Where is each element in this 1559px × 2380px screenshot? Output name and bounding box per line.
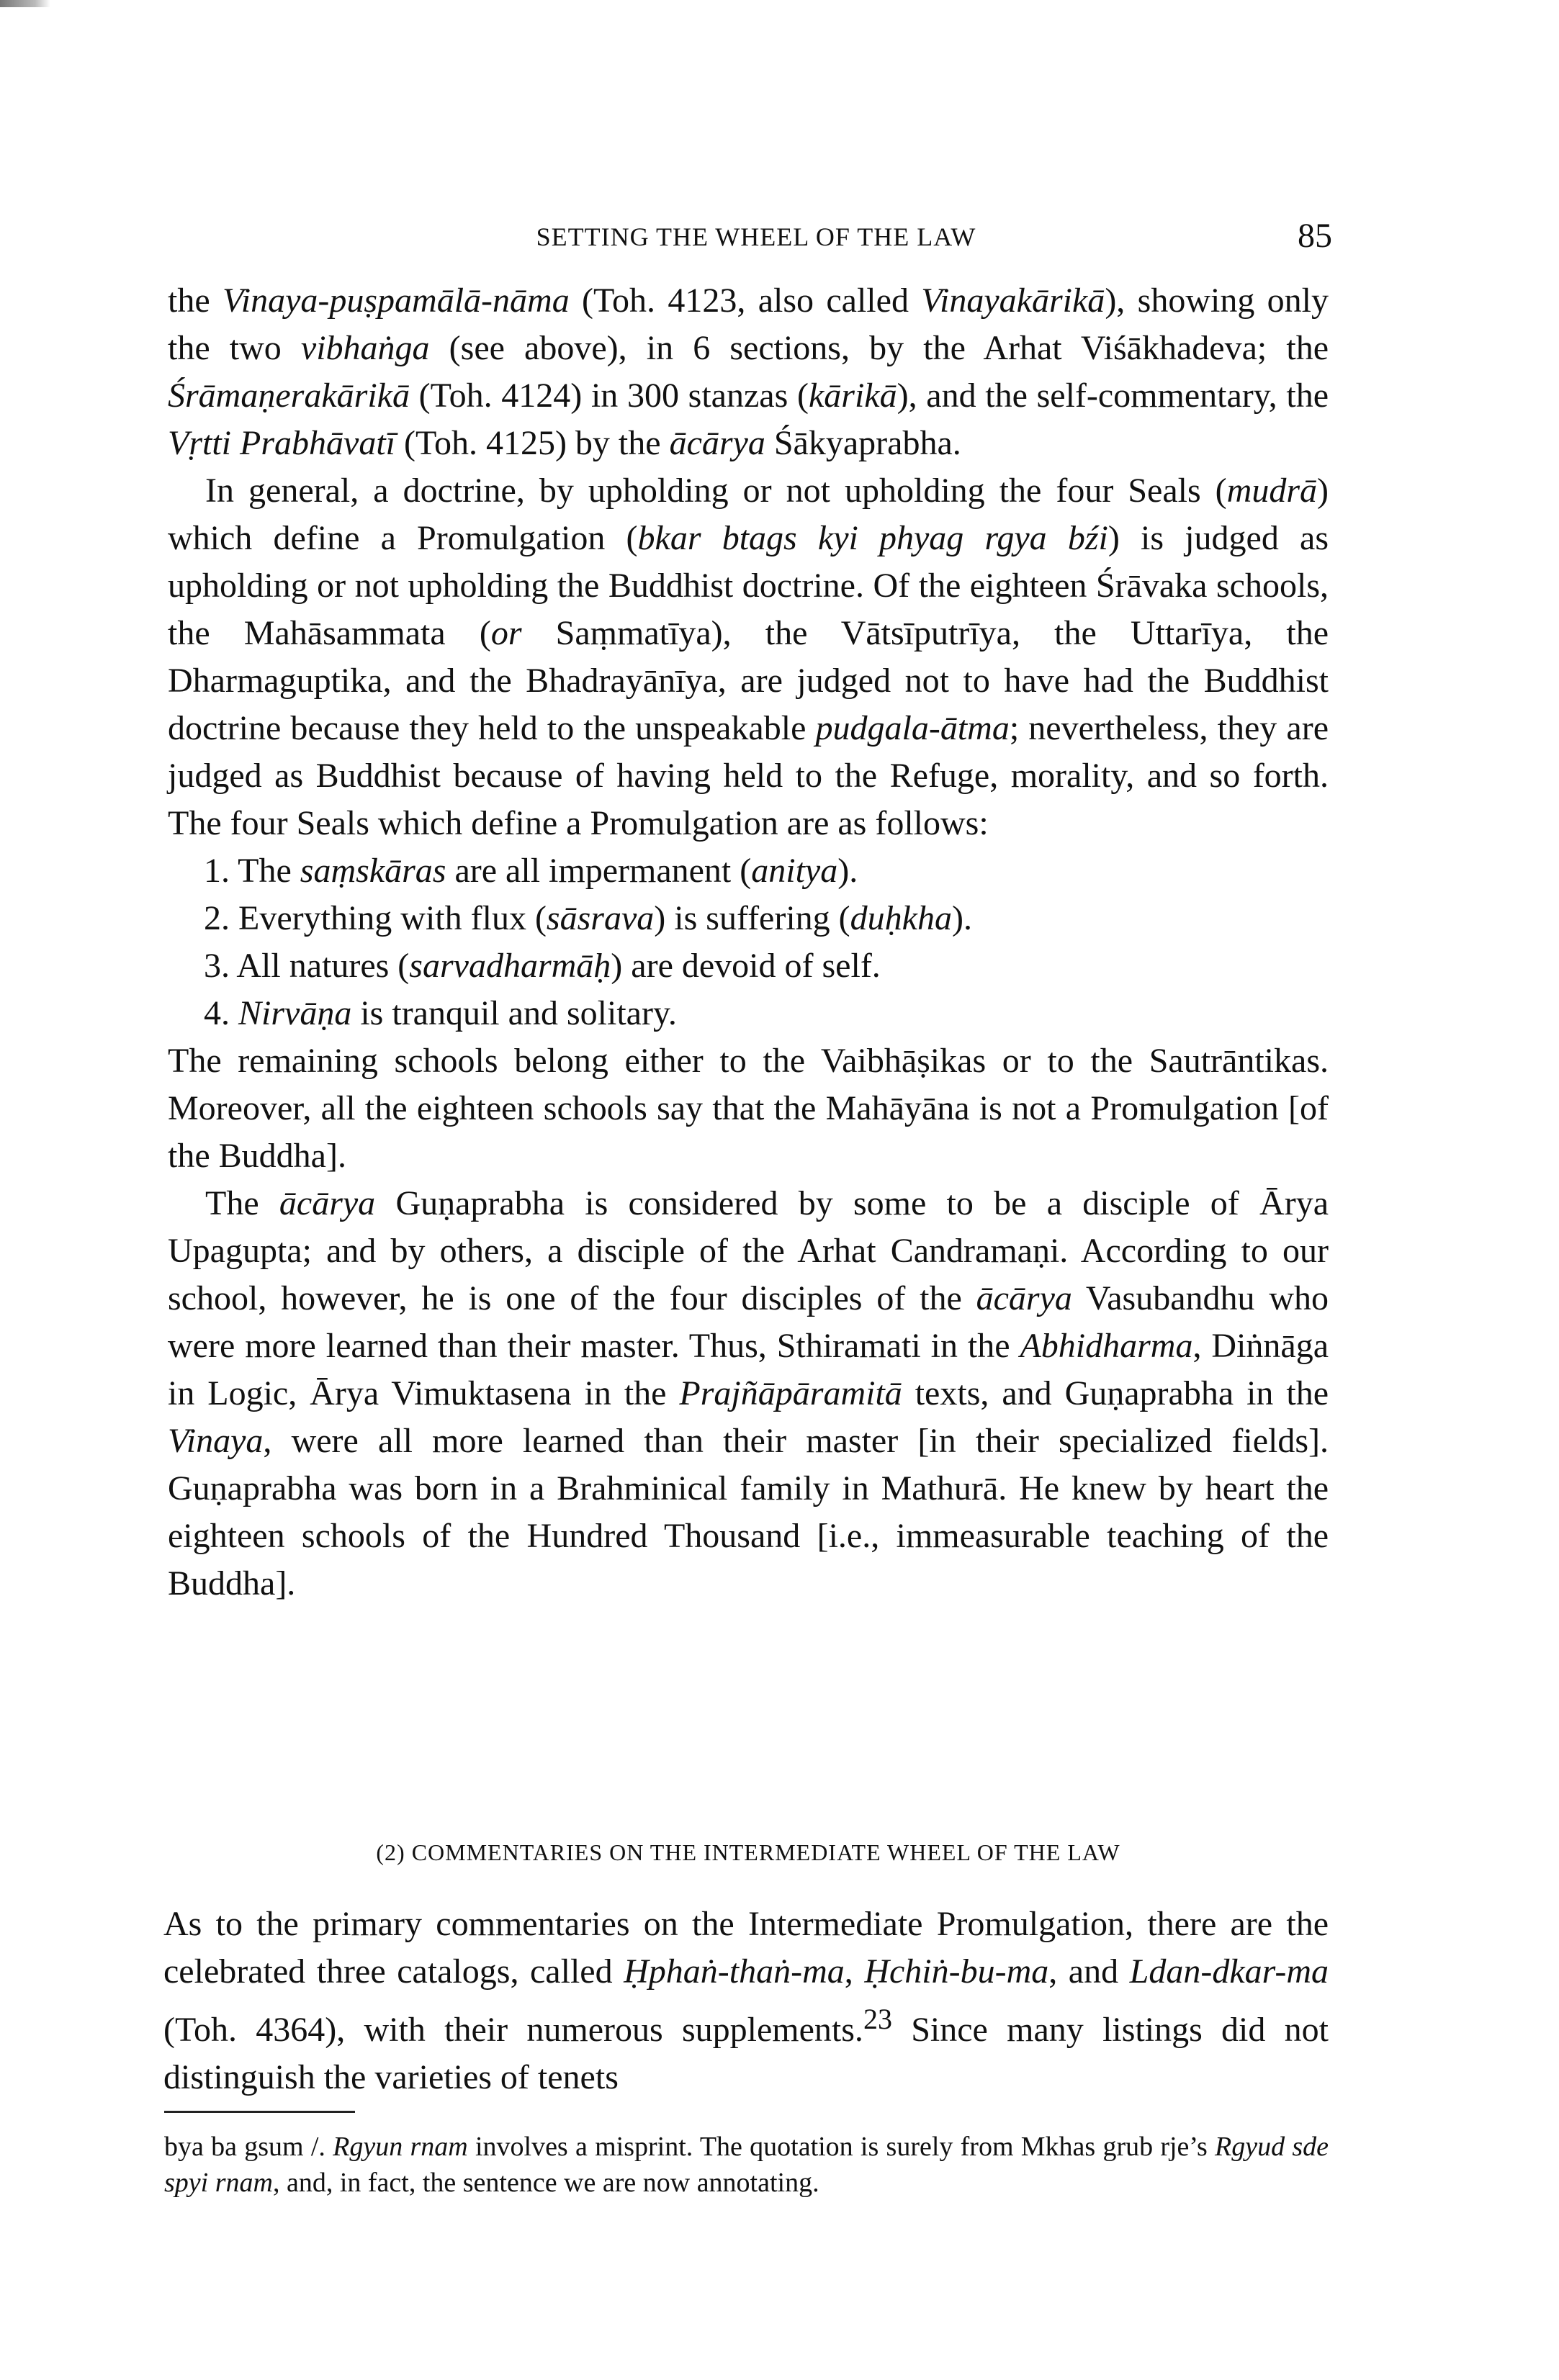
footnote	[164, 2129, 1329, 2201]
paragraph-catalogs: As to the primary commentaries on the Intermediate Promulgation, there are the celebrated three catalogs, called Ḥphaṅ-thaṅ-ma, Ḥchiṅ-bu-ma, and Ldan-dkar-ma (Toh. 4364), with their numerous supplements.$^{23}$ Since many listings did not distinguish the varieties of tenets	[163, 1905, 1329, 2096]
paragraph-gunaprabha: The ācārya Guṇaprabha is considered by some to be a disciple of Ārya Upagupta; and by others, a disciple of the Arhat Candramaṇi. According to our school, however, he is one of the four disciples of the ācārya Vasubandhu who were more learned than their master. Thus, Sthiramati in the Abhidharma, Diṅnāga in Logic, Ārya Vimuktasena in the Prajñāpāramitā texts, and Guṇaprabha in the Vinaya, were all more learned than their master [in their specialized fields]. Guṇaprabha was born in a Brahminical family in Mathurā. He knew by heart the eighteen schools of the Hundred Thousand [i.e., immeasurable teaching of the Buddha].	[168, 1184, 1329, 1603]
main-text	[168, 277, 1329, 1608]
running-head-title: SETTING THE WHEEL OF THE LAW	[536, 222, 976, 251]
running-head	[173, 216, 1339, 259]
footnote-divider	[164, 2111, 355, 2113]
paragraph-remaining-schools: The remaining schools belong either to the Vaibhāṣikas or to the Sautrāntikas. Moreover, all the eighteen schools say that the Mahāyāna is not a Promulgation [of the Buddha].	[168, 1042, 1329, 1175]
footnote-text: bya ba gsum /. Rgyun rnam involves a misprint. The quotation is surely from Mkhas grub rje’s Rgyud sde spyi rnam, and, in fact, the sentence we are now annotating.	[164, 2132, 1329, 2198]
page-number: 85	[1298, 217, 1332, 255]
main-text-continued	[163, 1901, 1329, 2101]
list-item: 3. All natures (sarvadharmāḥ) are devoid of self.	[204, 947, 881, 985]
seals-list	[168, 847, 1329, 1037]
list-item: 4. Nirvāṇa is tranquil and solitary.	[204, 994, 677, 1032]
list-item: 2. Everything with flux (sāsrava) is suffering (duḥkha).	[204, 899, 972, 937]
footnote-marker[interactable]: 23	[863, 2003, 892, 2035]
paragraph-vinaya-works: the Vinaya-puṣpamālā-nāma (Toh. 4123, also called Vinayakārikā), showing only the two vibhaṅga (see above), in 6 sections, by the Arhat Viśākhadeva; the Śrāmaṇerakārikā (Toh. 4124) in 300 stanzas (kārikā), and the self-commentary, the Vṛtti Prabhāvatī (Toh. 4125) by the ācārya Śākyaprabha.	[168, 281, 1329, 462]
section-heading: (2) COMMENTARIES ON THE INTERMEDIATE WHEEL OF THE LAW	[376, 1839, 1120, 1865]
list-item: 1. The saṃskāras are all impermanent (anitya).	[204, 852, 858, 890]
paragraph-four-seals: In general, a doctrine, by upholding or not upholding the four Seals (mudrā) which define a Promulgation (bkar btags kyi phyag rgya bźi) is judged as upholding or not upholding the Buddhist doctrine. Of the eighteen Śrāvaka schools, the Mahāsammata (or Saṃmatīya), the Vātsīputrīya, the Uttarīya, the Dharmaguptika, and the Bhadrayānīya, are judged not to have had the Buddhist doctrine because they held to the unspeakable pudgala-ātma; nevertheless, they are judged as Buddhist because of having held to the Refuge, morality, and so forth. The four Seals which define a Promulgation are as follows:	[168, 472, 1329, 842]
scan-edge-mark	[0, 0, 50, 7]
